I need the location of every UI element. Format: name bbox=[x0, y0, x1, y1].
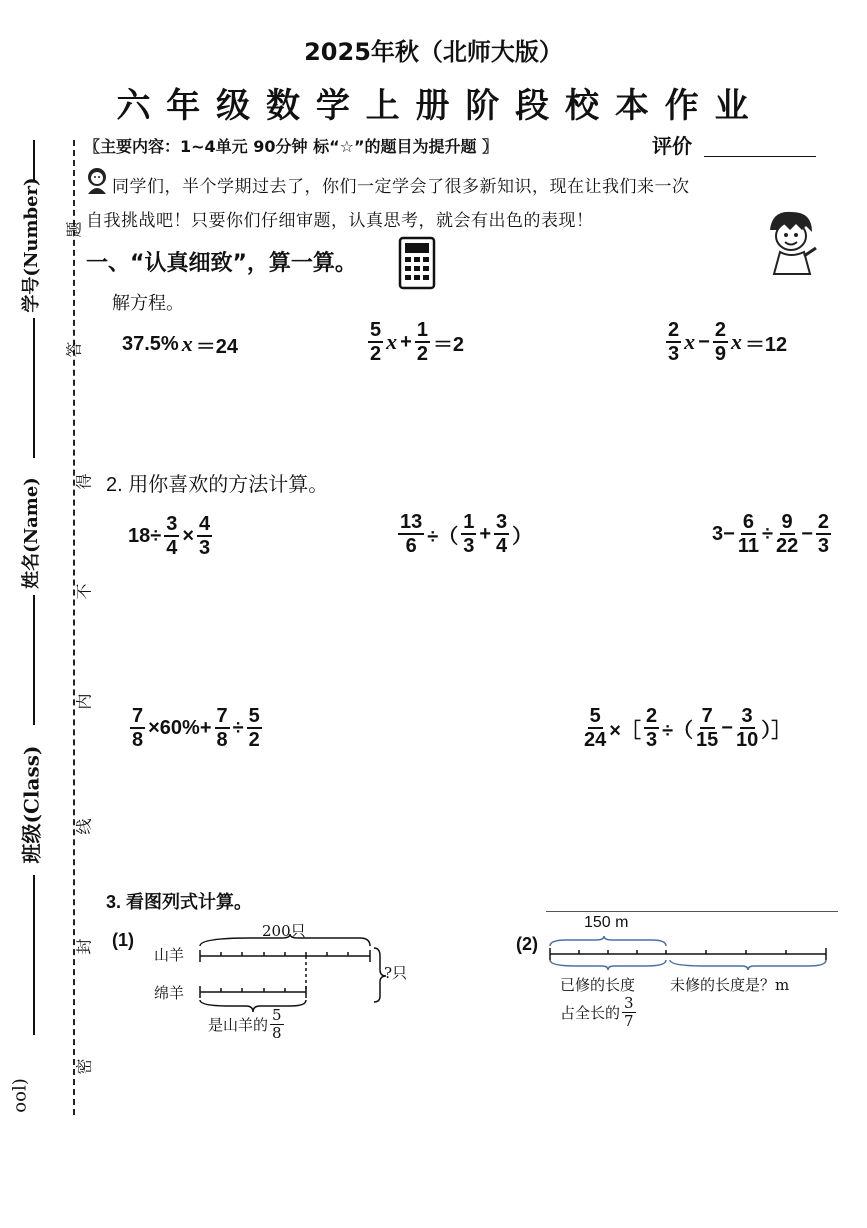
speaker-girl-icon bbox=[84, 166, 112, 196]
equation-3: $\frac{2}{3}$ x − $\frac{2}{9}$ x ＝12 bbox=[668, 319, 788, 365]
diagram-1-question: ?只 bbox=[384, 964, 408, 982]
intro-line-2: 自我挑战吧！只要你们仔细审题，认真思考，就会有出色的表现！ bbox=[86, 211, 594, 231]
diagram-2-built-length: 已修的长度 bbox=[560, 976, 636, 994]
calc-5: $\frac{5}{24}$ ×［ $\frac{2}{3}$ ÷（ $\frac{7}{15}$ − $\frac{3}{10}$ ）］ bbox=[584, 705, 792, 751]
seal-char: 内 bbox=[74, 693, 94, 710]
scope-info: 〖主要内容：1~4单元 90分钟 标“☆”的题目为提升题 〗 bbox=[84, 137, 499, 156]
question-2-label: 2. 用你喜欢的方法计算。 bbox=[106, 474, 329, 496]
class-label: 班级(Class) bbox=[19, 745, 44, 864]
diagram-1-top-value: 200只 bbox=[262, 922, 306, 940]
eq3-frac-1: $\frac{2}{3}$ bbox=[668, 319, 680, 365]
eq2-frac-2: $\frac{1}{2}$ bbox=[416, 319, 428, 365]
seal-char: 答 bbox=[64, 341, 84, 358]
school-label: ool) bbox=[9, 1078, 31, 1113]
eq3-frac-2: $\frac{2}{9}$ bbox=[714, 319, 726, 365]
seal-char: 线 bbox=[74, 818, 94, 835]
calc-4: $\frac{7}{8}$ ×60%+ $\frac{7}{8}$ ÷ $\frac{5}{2}$ bbox=[132, 705, 260, 751]
calc-3: 3− $\frac{6}{11}$ ÷ $\frac{9}{22}$ − $\frac{2}{3}$ bbox=[712, 511, 830, 557]
equation-2: $\frac{5}{2}$ x + $\frac{1}{2}$ ＝2 bbox=[370, 319, 465, 365]
equation-1 bbox=[122, 330, 238, 358]
diagram-1-segment-bars bbox=[190, 934, 430, 1014]
question-1-label: 解方程。 bbox=[112, 293, 184, 313]
student-name-label: 姓名(Name) bbox=[21, 477, 42, 589]
evaluation-label: 评价 bbox=[652, 134, 692, 158]
diagram-2-top-rule bbox=[546, 911, 838, 912]
diagram-2-fraction-note: 占全长的 $\frac{3}{7}$ bbox=[560, 994, 634, 1030]
calc-2: $\frac{13}{6}$ ÷（ $\frac{1}{3}$ + $\frac{3}{4}$ ） bbox=[400, 511, 533, 557]
diagram-1-note: 是山羊的 $\frac{5}{8}$ bbox=[208, 1006, 282, 1042]
eq1-var: x bbox=[181, 331, 193, 356]
calc-1: 18÷ $\frac{3}{4}$ × $\frac{4}{3}$ bbox=[128, 513, 211, 559]
intro-line-1: 同学们，半个学期过去了，你们一定学会了很多新知识，现在让我们来一次 bbox=[112, 177, 690, 197]
diagram-1-row-goat: 山羊 bbox=[154, 946, 185, 964]
seal-char: 密 bbox=[74, 1058, 94, 1075]
question-3-label: 3. 看图列式计算。 bbox=[106, 892, 253, 912]
page-title: 六 年 级 数 学 上 册 阶 段 校 本 作 业 bbox=[116, 86, 751, 126]
margin-rule-2 bbox=[33, 318, 35, 458]
margin-rule-4 bbox=[33, 875, 35, 1035]
eq2-frac-1: $\frac{5}{2}$ bbox=[370, 319, 382, 365]
margin-rule-3 bbox=[33, 595, 35, 725]
diagram-2-segment-bar bbox=[546, 934, 836, 974]
section-1-title: 一、“认真细致”，算一算。 bbox=[86, 251, 357, 276]
calculator-icon bbox=[398, 236, 436, 290]
seal-char: 不 bbox=[74, 583, 94, 600]
diagram-2-remaining-length: 未修的长度是？m bbox=[670, 976, 790, 994]
diagram-1-label: (1) bbox=[112, 930, 134, 950]
seal-char: 题 bbox=[64, 221, 84, 238]
cartoon-boy-icon bbox=[762, 208, 822, 278]
student-number-label: 学号(Number) bbox=[21, 177, 42, 313]
seal-char: 封 bbox=[74, 938, 94, 955]
edition-subtitle: 2025年秋（北师大版） bbox=[304, 38, 563, 66]
eq1-right: ＝24 bbox=[195, 335, 238, 358]
diagram-1-row-sheep: 绵羊 bbox=[154, 984, 185, 1002]
evaluation-blank[interactable] bbox=[704, 156, 816, 157]
diagram-2-label: (2) bbox=[516, 934, 538, 954]
seal-dashed-line bbox=[73, 140, 75, 1115]
seal-char: 得 bbox=[74, 473, 94, 490]
diagram-2-top-value: 150 m bbox=[584, 914, 629, 931]
eq1-left: 37.5% bbox=[122, 332, 179, 355]
